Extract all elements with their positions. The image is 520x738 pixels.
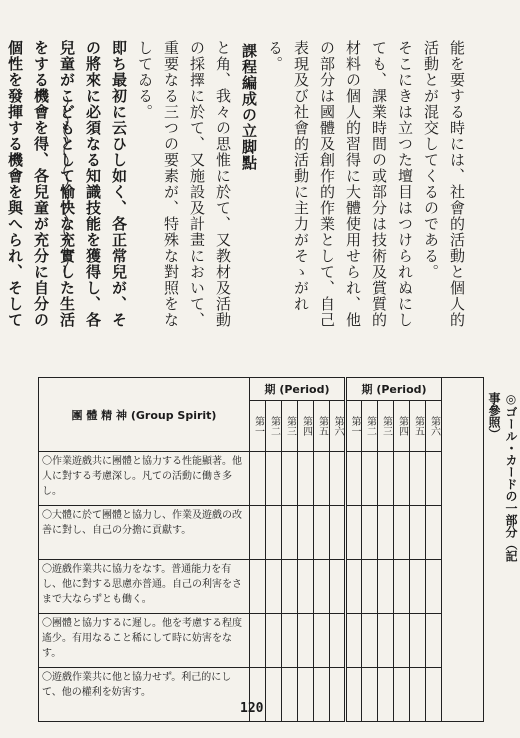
period-col: 第四: [394, 401, 410, 452]
criterion-text: 〇作業遊戲共に團體と協力する性能顯著。他人に對する考慮深し。凡ての活動に働き多し。: [39, 452, 250, 506]
period-col: 第二: [266, 401, 282, 452]
period-col: 第三: [282, 401, 298, 452]
period-col: 第五: [314, 401, 330, 452]
period-group-1: 期 (Period): [250, 378, 346, 401]
period-group-2: 期 (Period): [346, 378, 442, 401]
table-caption: ◎ゴール・カードの一部分（記事參照）: [487, 392, 518, 562]
criterion-text: 〇大體に於て團體と協力し、作業及遊戲の改善に對し、自己の分擔に貢獻す。: [39, 506, 250, 560]
section-heading: 課程編成の立脚點: [240, 43, 258, 171]
period-col: 第五: [410, 401, 426, 452]
wavy-rule: [62, 96, 70, 276]
caption-column: [442, 378, 484, 722]
page-number: 120: [240, 701, 264, 716]
paragraph-3: と角、我々の思惟に於て、又教材及活動の採擇に於て、又施設及計畫において、重要なる三つの要素が、特殊な對照をなしてゐる。: [136, 40, 232, 328]
period-col: 第二: [362, 401, 378, 452]
goal-card-table: [38, 377, 484, 722]
period-col: 第一: [346, 401, 362, 452]
table-row: [39, 506, 484, 560]
table-row: [39, 614, 484, 668]
body-text: [6, 40, 470, 338]
criterion-text: 〇團體と協力するに遲し。他を考慮する程度遙少。有用なること稀にして時に妨害をなす。: [39, 614, 250, 668]
period-col: 第四: [298, 401, 314, 452]
table-header-title: 團 體 精 神 (Group Spirit): [39, 378, 250, 452]
table-row: [39, 560, 484, 614]
period-col: 第三: [378, 401, 394, 452]
period-col: 第六: [330, 401, 346, 452]
paragraph-2: そこにきは立つた壇目はつけられぬにしても、課業時間の或部分は技術及賞質的材料の個人的習得に大體使用せられ、他の部分は國體及創作的作業として、自己表現及び社會的活動に主力がそゝがれる。: [266, 40, 414, 328]
criterion-text: 〇遊戲作業共に他と協力せず。利己的にして、他の權利を妨害す。: [39, 668, 250, 722]
criterion-text: 〇遊戲作業共に協力をなす。普通能力を有し、他に對する思慮亦普通。自己の利害をさまで大ならずとも働く。: [39, 560, 250, 614]
paragraph-1: 能を要する時には、社會的活動と個人的活動とが混交してくるのである。: [422, 40, 466, 328]
table-row: [39, 452, 484, 506]
paragraph-4: 即ち最初に云ひし如く、各正常兒が、その將來に必須なる知識技能を獲得し、各兒童がこどもとして愉快な充實した生活をする機會を得、各兒童が充分に自分の個性を發揮する機會を與へられ、そして: [6, 40, 128, 328]
period-col: 第一: [250, 401, 266, 452]
period-col: 第六: [426, 401, 442, 452]
